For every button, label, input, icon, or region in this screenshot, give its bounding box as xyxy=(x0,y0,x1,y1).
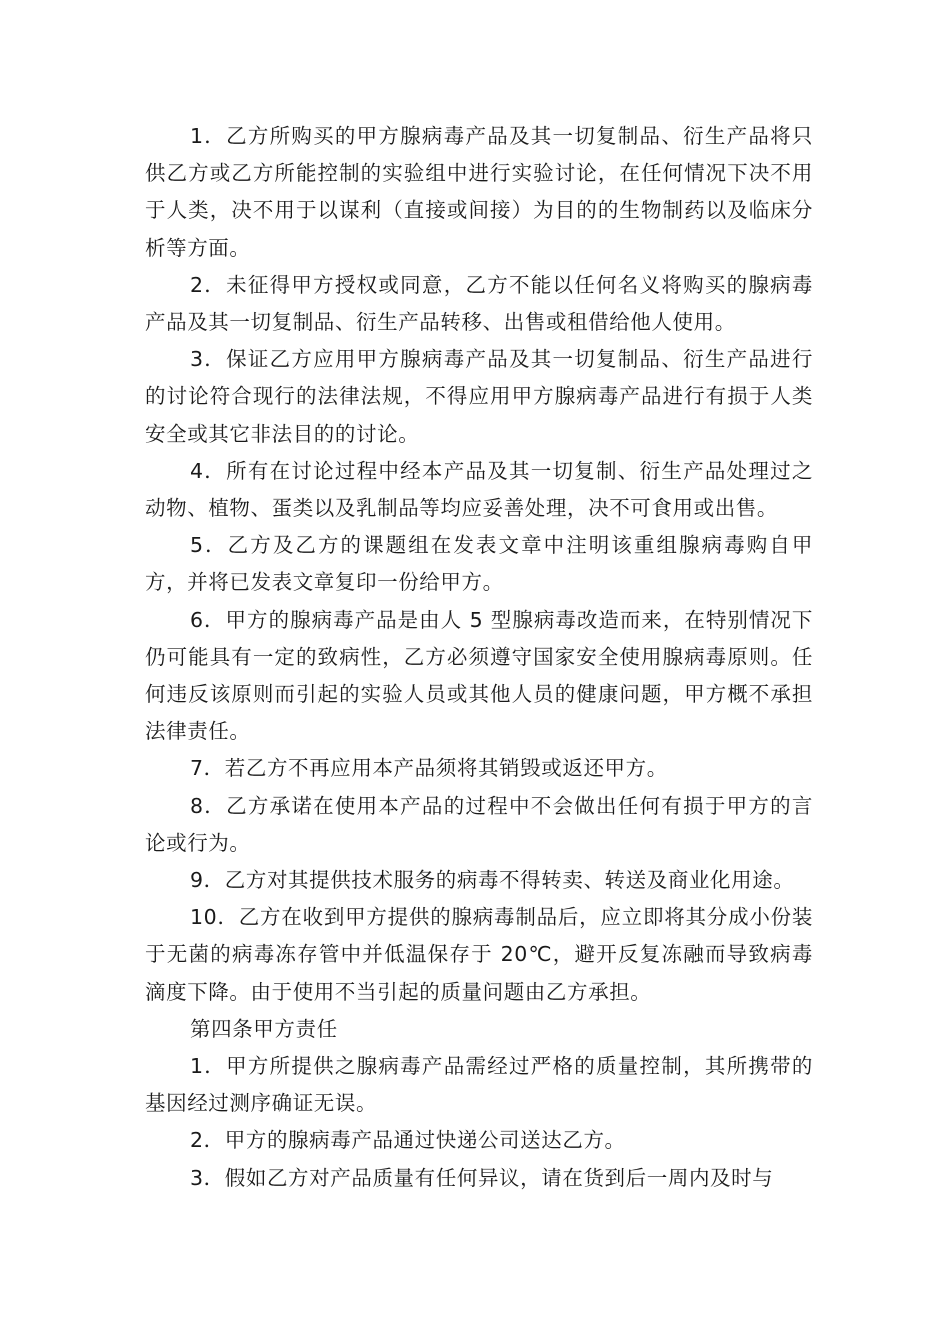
responsibility-paragraph-1: 1．甲方所提供之腺病毒产品需经过严格的质量控制，其所携带的基因经过测序确证无误。 xyxy=(145,1054,813,1116)
clause-paragraph-8: 8．乙方承诺在使用本产品的过程中不会做出任何有损于甲方的言论或行为。 xyxy=(145,793,813,855)
clause-paragraph-3: 3．保证乙方应用甲方腺病毒产品及其一切复制品、衍生产品进行的讨论符合现行的法律法规，不得应用甲方腺病毒产品进行有损于人类安全或其它非法目的的讨论。 xyxy=(145,347,813,446)
clause-paragraph-6: 6．甲方的腺病毒产品是由人 5 型腺病毒改造而来，在特别情况下仍可能具有一定的致病性，乙方必须遵守国家安全使用腺病毒原则。任何违反该原则而引起的实验人员或其他人员的健康问题，甲方概不承担法律责任。 xyxy=(145,607,813,744)
clause-paragraph-5: 5．乙方及乙方的课题组在发表文章中注明该重组腺病毒购自甲方，并将已发表文章复印一份给甲方。 xyxy=(145,533,813,595)
document-page xyxy=(145,118,813,1197)
section-heading: 第四条甲方责任 xyxy=(190,1016,338,1041)
clause-paragraph-9: 9．乙方对其提供技术服务的病毒不得转卖、转送及商业化用途。 xyxy=(190,868,795,893)
responsibility-paragraph-2: 2．甲方的腺病毒产品通过快递公司送达乙方。 xyxy=(190,1128,626,1153)
clause-paragraph-7: 7．若乙方不再应用本产品须将其销毁或返还甲方。 xyxy=(190,756,668,781)
clause-paragraph-1: 1．乙方所购买的甲方腺病毒产品及其一切复制品、衍生产品将只供乙方或乙方所能控制的实验组中进行实验讨论，在任何情况下决不用于人类，决不用于以谋利（直接或间接）为目的的生物制药以及临床分析等方面。 xyxy=(145,124,813,260)
clause-paragraph-10: 10．乙方在收到甲方提供的腺病毒制品后，应立即将其分成小份装于无菌的病毒冻存管中并低温保存于 20℃，避开反复冻融而导致病毒滴度下降。由于使用不当引起的质量问题由乙方承担。 xyxy=(145,905,813,1004)
responsibility-paragraph-3: 3．假如乙方对产品质量有任何异议，请在货到后一周内及时与 xyxy=(190,1165,774,1190)
clause-paragraph-2: 2．未征得甲方授权或同意，乙方不能以任何名义将购买的腺病毒产品及其一切复制品、衍生产品转移、出售或租借给他人使用。 xyxy=(145,272,813,335)
clause-paragraph-4: 4．所有在讨论过程中经本产品及其一切复制、衍生产品处理过之动物、植物、蛋类以及乳制品等均应妥善处理，决不可食用或出售。 xyxy=(145,458,813,521)
